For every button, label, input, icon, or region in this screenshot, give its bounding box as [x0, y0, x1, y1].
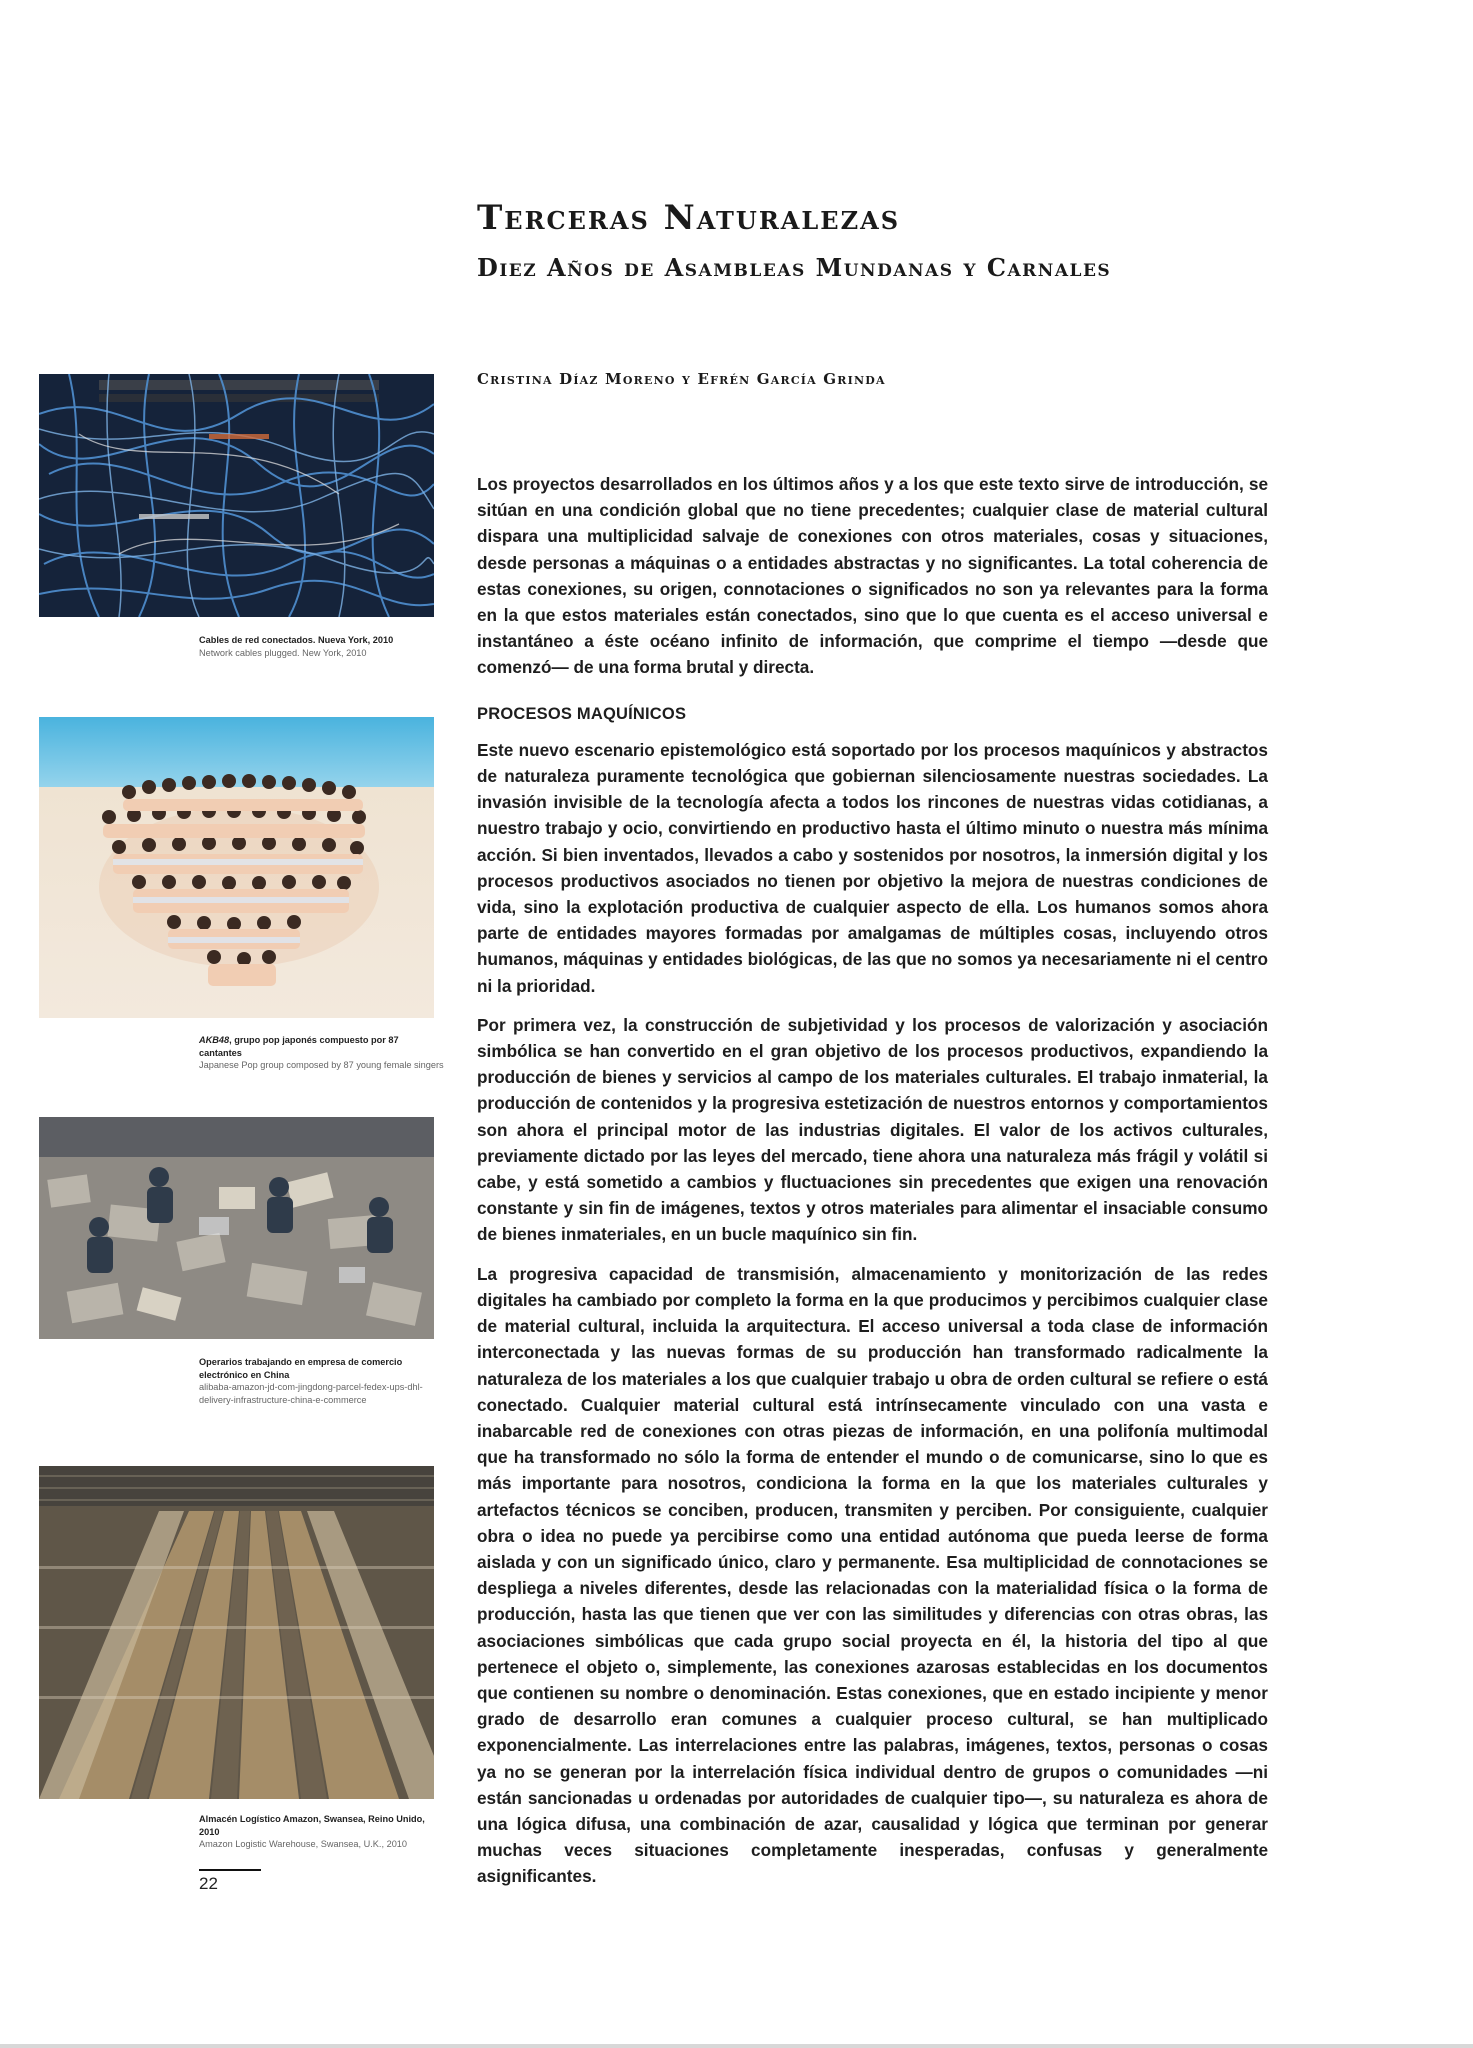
page-number-rule — [199, 1869, 261, 1871]
section-heading: PROCESOS MAQUÍNICOS — [477, 704, 687, 723]
photo-ecommerce-workers — [39, 1117, 434, 1339]
body-paragraph: Este nuevo escenario epistemológico está soportado por los procesos maquínicos y abstractos de naturaleza puramente tecnológica que gobiernan silenciosamente nuestras sociedades. La invasión invisible de la tecnología afecta a todos los rincones de nuestras vidas cotidianas, a nuestro trabajo y ocio, convirtiendo en productivo hasta el último minuto o nuestra más mínima acción. Si bien inventados, llevados a cabo y sostenidos por nosotros, la inmersión digital y los procesos productivos asociados no tienen por objetivo la mejora de nuestras condiciones de vida, sino la explotación productiva de cualquier aspecto de ella. Los humanos somos ahora parte de entidades mayores formadas por amalgamas de múltiples cosas, incluyendo otros humanos, máquinas y entidades biológicas, de las que no somos ya necesariamente ni el centro ni la prioridad. — [477, 739, 1268, 996]
caption-akb48: AKB48, grupo pop japonés compuesto por 87 cantantes Japanese Pop group composed by 87 young female singers — [199, 1035, 444, 1070]
page-number: 22 — [199, 1874, 218, 1893]
photo-network-cables — [39, 374, 434, 617]
figure-ecommerce-workers — [39, 1117, 434, 1339]
photo-akb48-group — [39, 717, 434, 1018]
article-body — [477, 471, 1268, 1903]
figure-network-cables — [39, 374, 434, 617]
caption-amazon-warehouse: Almacén Logístico Amazon, Swansea, Reino Unido, 2010 Amazon Logistic Warehouse, Swansea, U.K., 2010 — [199, 1814, 425, 1849]
caption-network-cables: Cables de red conectados. Nueva York, 2010 Network cables plugged. New York, 2010 — [199, 635, 394, 658]
page-subtitle: Diez Años de Asambleas Mundanas y Carnales — [477, 253, 1112, 282]
intro-paragraph: Los proyectos desarrollados en los últimos años y a los que este texto sirve de introducción, se sitúan en una condición global que no tiene precedentes; cualquier clase de material cultural dispara una multiplicidad salvaje de conexiones con otros materiales, cosas y situaciones, desde personas a máquinas o a entidades abstractas y no significantes. La total coherencia de estas conexiones, su origen, connotaciones o significados no son ya relevantes para la forma en la que estos materiales están conectados, sino que lo que cuenta es el acceso universal e instantáneo a éste océano infinito de información, que comprime el tiempo —desde que comenzó— de una forma brutal y directa. — [477, 474, 1268, 678]
figure-amazon-warehouse — [39, 1466, 434, 1799]
figure-akb48 — [39, 717, 434, 1018]
caption-ecommerce-workers: Operarios trabajando en empresa de comercio electrónico en China alibaba-amazon-jd-com-jingdong-parcel-fedex-ups-dhl-delivery-infrastructure-china-e-commerce — [199, 1357, 423, 1405]
page-title: Terceras Naturalezas — [477, 198, 901, 238]
authors-line: Cristina Díaz Moreno y Efrén García Grinda — [477, 370, 886, 388]
bottom-edge — [0, 2044, 1473, 2048]
body-paragraph: La progresiva capacidad de transmisión, almacenamiento y monitorización de las redes digitales ha cambiado por completo la forma en la que producimos y percibimos cualquier clase de material cultural, incluida la arquitectura. El acceso universal a toda clase de información interconectada y las nuevas formas de su producción han transformado radicalmente la naturaleza de los materiales a los que cualquier trabajo u obra de orden cultural se refiere o está conectado. Cualquier material cultural está intrínsecamente vinculado con una vasta e inabarcable red de conexiones con otras piezas de información, en una polifonía multimodal que ha transformado no sólo la forma de entender el mundo o de comunicarse, sino lo que es más importante para nosotros, condiciona la forma en la que los materiales culturales y artefactos técnicos se conciben, producen, transmiten y perciben. Por consiguiente, cualquier obra o idea no puede ya percibirse como una entidad autónoma que pueda leerse de forma aislada y con un significado único, claro y permanente. Esa multiplicidad de connotaciones se despliega a niveles diferentes, desde las relacionadas con la materialidad física o la forma de producción, hasta las que tienen que ver con las similitudes y diferencias con otras obras, las asociaciones simbólicas que cada grupo social proyecta en él, la historia del tipo al que pertenece el objeto o, simplemente, las conexiones azarosas establecidas en los documentos que contienen su nombre o denominación. Estas conexiones, que en estado incipiente y menor grado de desarrollo eran comunes a cualquier proceso cultural, se han multiplicado exponencialmente. Las interrelaciones entre las palabras, imágenes, textos, personas o cosas ya no se generan por la interrelación física individual dentro de grupos o comunidades —ni están sancionadas u ordenadas por autoridades de cualquier tipo—, su naturaleza es ahora de una lógica difusa, una combinación de azar, causalidad y lógica que terminan por generar muchas veces situaciones completamente inesperadas, confusas y generalmente asignificantes. — [477, 1263, 1268, 1887]
photo-amazon-warehouse — [39, 1466, 434, 1799]
body-paragraph: Por primera vez, la construcción de subjetividad y los procesos de valorización y asociación simbólica se han convertido en el gran objetivo de los procesos productivos, expandiendo la producción de bienes y servicios al campo de los materiales culturales. El trabajo inmaterial, la producción de contenidos y la progresiva estetización de nuestros entornos y comportamientos son ahora el principal motor de las industrias digitales. El valor de los activos culturales, previamente dictado por las leyes del mercado, tiene ahora una naturaleza más frágil y volátil si cabe, y está sometido a cambios y fluctuaciones sin precedentes que exigen una renovación constante y sin fin de imágenes, textos y otros materiales para alimentar el insaciable consumo de bienes inmateriales, en un bucle maquínico sin fin. — [477, 1014, 1268, 1245]
